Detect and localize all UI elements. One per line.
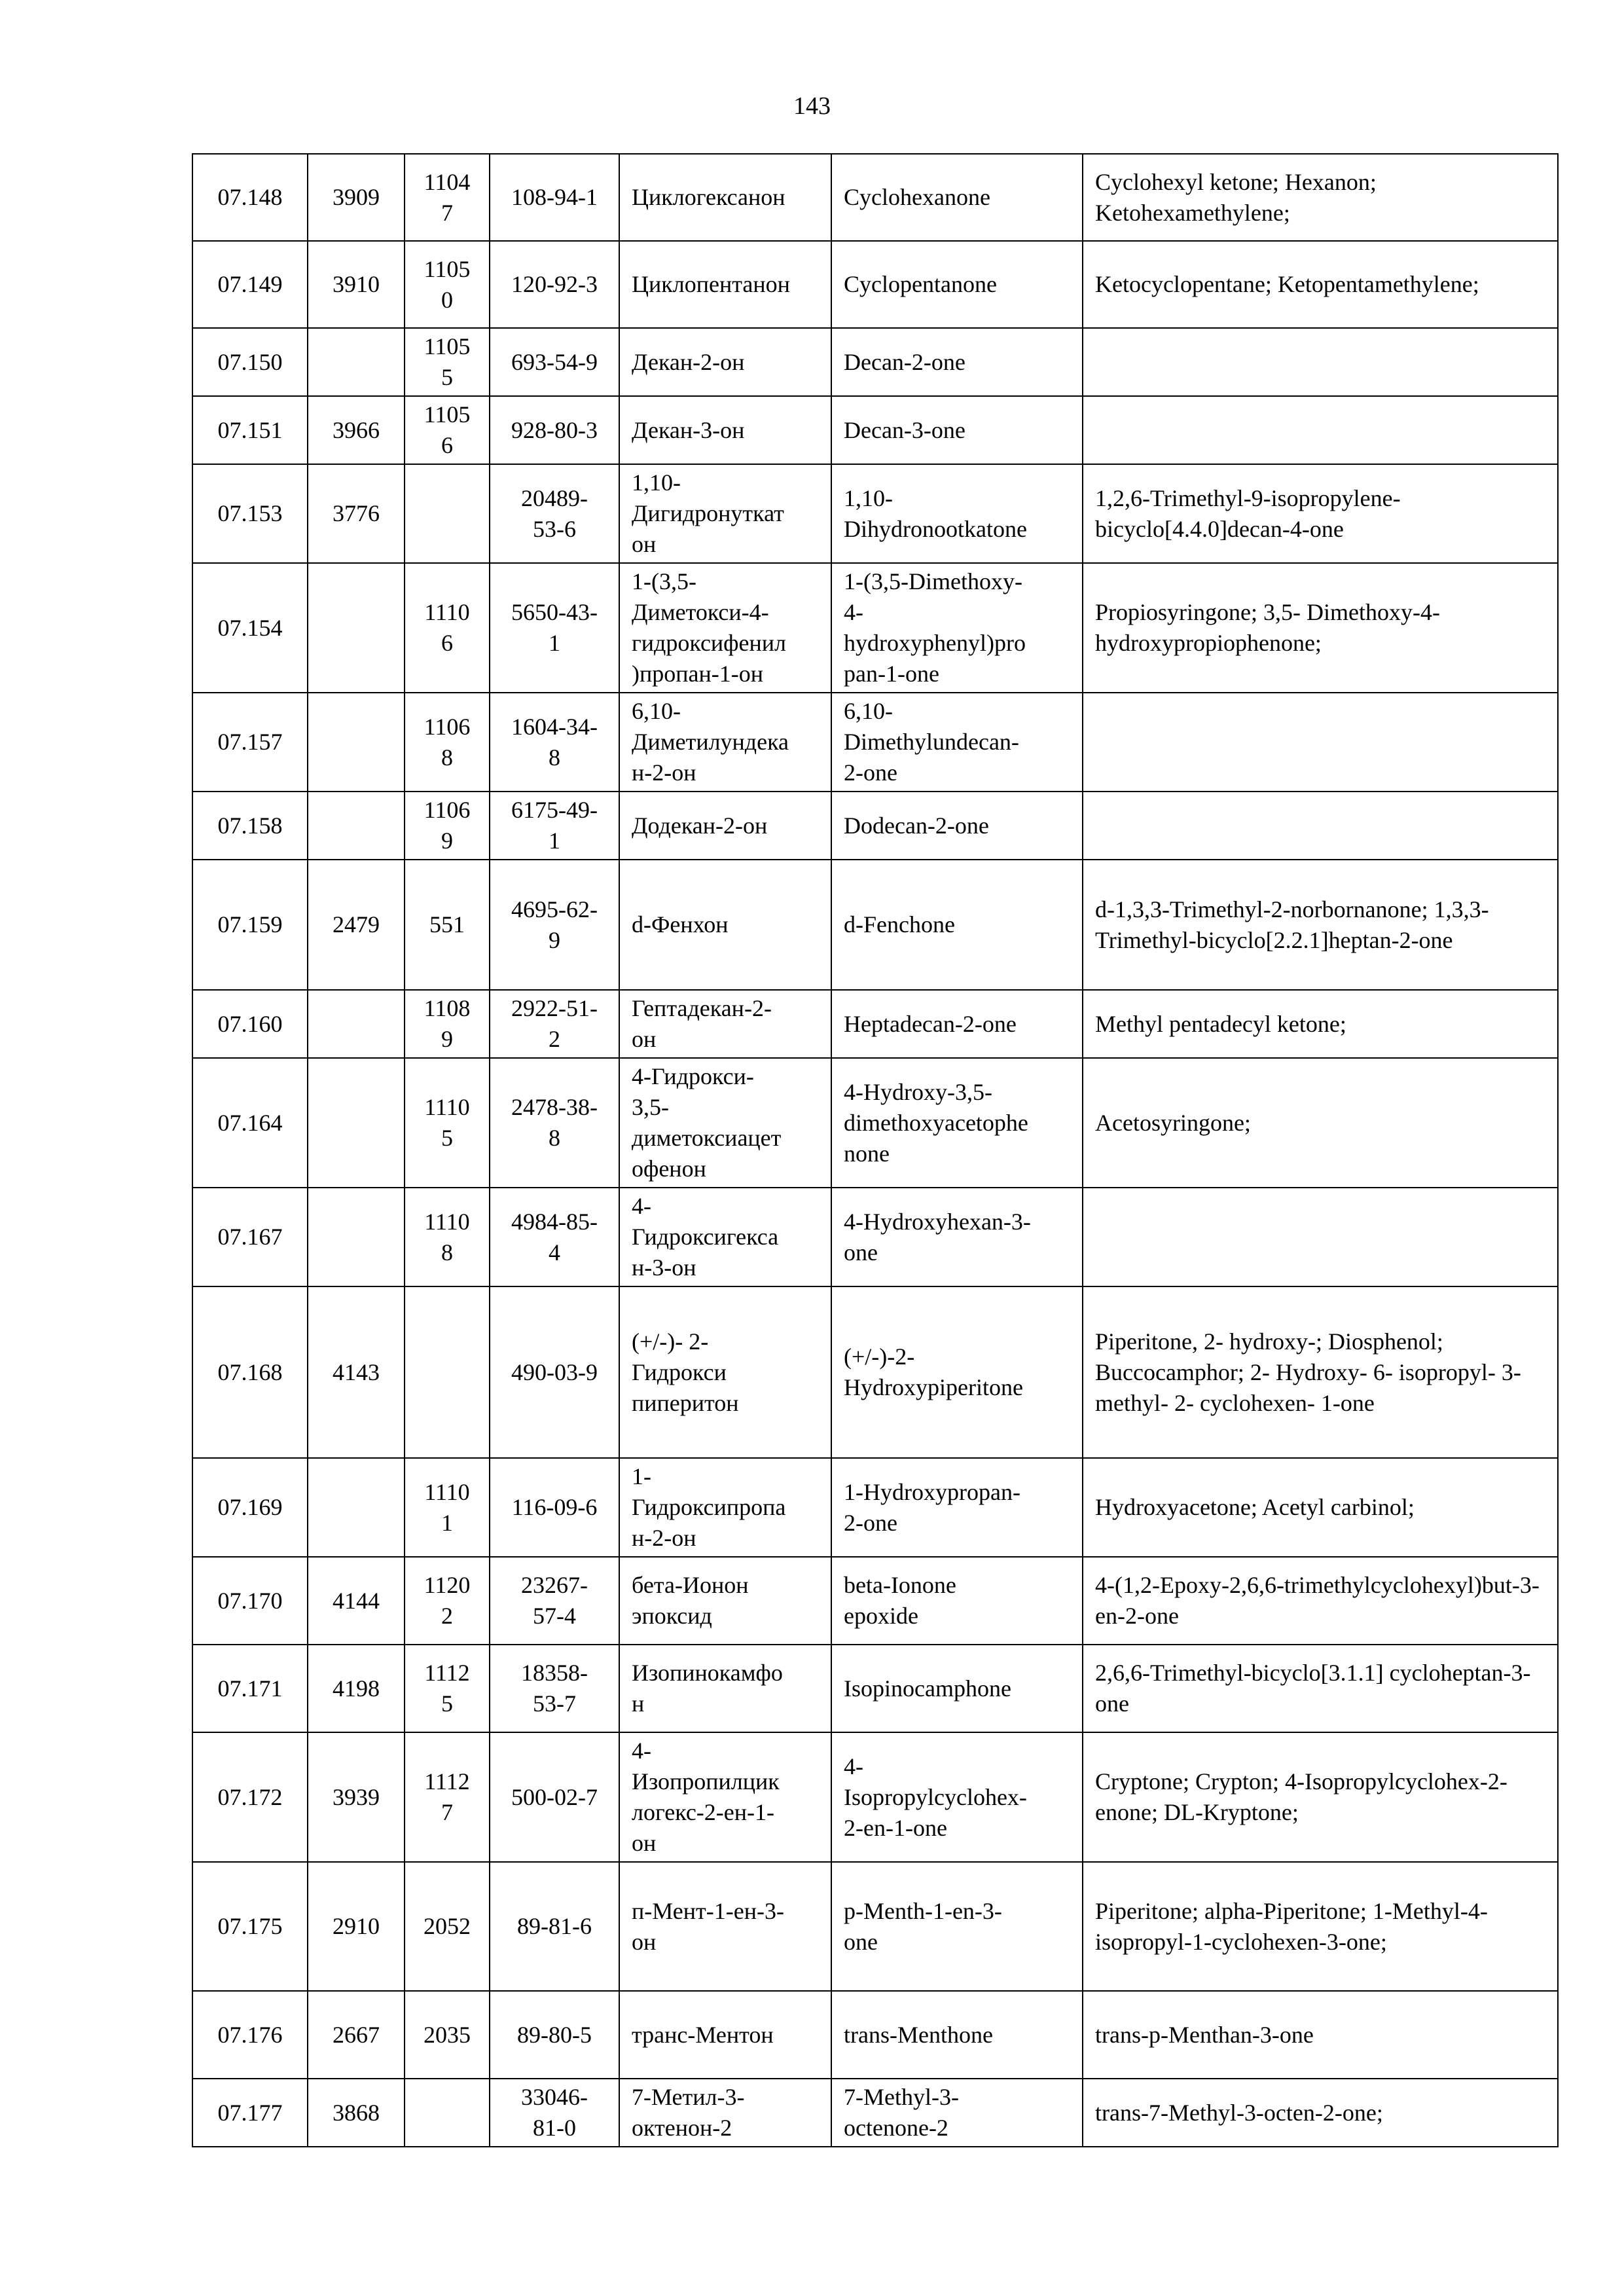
cell-name-russian: 4-Гидрокси- 3,5- диметоксиацет офенон xyxy=(619,1058,831,1188)
cell-code: 07.150 xyxy=(192,328,308,396)
cell-name-english: (+/-)-2- Hydroxypiperitone xyxy=(831,1286,1083,1458)
cell-name-russian: Додекан-2-он xyxy=(619,792,831,860)
cell-cas: 490-03-9 xyxy=(490,1286,619,1458)
cell-code: 07.168 xyxy=(192,1286,308,1458)
cell-cas: 2922-51- 2 xyxy=(490,990,619,1058)
cell-cas: 5650-43- 1 xyxy=(490,563,619,693)
cell-number-2: 1110 5 xyxy=(405,1058,490,1188)
cell-number-1: 2910 xyxy=(308,1862,405,1991)
cell-name-russian: (+/-)- 2- Гидрокси пиперитон xyxy=(619,1286,831,1458)
table-row xyxy=(192,464,1558,563)
table-row xyxy=(192,693,1558,792)
cell-code: 07.159 xyxy=(192,860,308,990)
cell-code: 07.158 xyxy=(192,792,308,860)
cell-name-russian: 6,10- Диметилундека н-2-он xyxy=(619,693,831,792)
table-row xyxy=(192,990,1558,1058)
cell-number-2: 1106 9 xyxy=(405,792,490,860)
cell-cas: 120-92-3 xyxy=(490,241,619,328)
cell-code: 07.154 xyxy=(192,563,308,693)
cell-name-english: Cyclopentanone xyxy=(831,241,1083,328)
cell-synonyms: Propiosyringone; 3,5- Dimethoxy-4-hydroxypropiophenone; xyxy=(1083,563,1558,693)
cell-synonyms: Acetosyringone; xyxy=(1083,1058,1558,1188)
cell-number-1 xyxy=(308,1058,405,1188)
cell-name-english: d-Fenchone xyxy=(831,860,1083,990)
cell-synonyms: 4-(1,2-Epoxy-2,6,6-trimethylcyclohexyl)but-3-en-2-one xyxy=(1083,1557,1558,1645)
cell-cas: 116-09-6 xyxy=(490,1458,619,1557)
cell-number-2: 1105 5 xyxy=(405,328,490,396)
cell-number-2: 551 xyxy=(405,860,490,990)
table-row xyxy=(192,1188,1558,1286)
cell-code: 07.172 xyxy=(192,1732,308,1862)
table-row xyxy=(192,1058,1558,1188)
table-row xyxy=(192,1286,1558,1458)
cell-number-1: 4143 xyxy=(308,1286,405,1458)
cell-number-1 xyxy=(308,328,405,396)
cell-name-english: beta-Ionone epoxide xyxy=(831,1557,1083,1645)
cell-number-2: 1104 7 xyxy=(405,154,490,241)
cell-number-2: 1110 6 xyxy=(405,563,490,693)
cell-number-1 xyxy=(308,563,405,693)
cell-synonyms: Ketocyclopentane; Ketopentamethylene; xyxy=(1083,241,1558,328)
cell-code: 07.148 xyxy=(192,154,308,241)
flavouring-substances-table xyxy=(192,153,1557,2147)
cell-number-1: 3776 xyxy=(308,464,405,563)
cell-number-2: 1105 6 xyxy=(405,396,490,464)
table-row xyxy=(192,1732,1558,1862)
cell-name-english: p-Menth-1-en-3- one xyxy=(831,1862,1083,1991)
cell-number-1 xyxy=(308,990,405,1058)
cell-name-russian: Изопинокамфо н xyxy=(619,1645,831,1732)
table-row xyxy=(192,1645,1558,1732)
table-row xyxy=(192,860,1558,990)
cell-code: 07.170 xyxy=(192,1557,308,1645)
cell-synonyms: Piperitone; alpha-Piperitone; 1-Methyl-4-isopropyl-1-cyclohexen-3-one; xyxy=(1083,1862,1558,1991)
cell-name-english: trans-Menthone xyxy=(831,1991,1083,2079)
cell-synonyms: Hydroxyacetone; Acetyl carbinol; xyxy=(1083,1458,1558,1557)
cell-cas: 89-81-6 xyxy=(490,1862,619,1991)
table-row xyxy=(192,563,1558,693)
cell-name-russian: Декан-3-он xyxy=(619,396,831,464)
cell-name-english: Decan-2-one xyxy=(831,328,1083,396)
cell-number-2: 1105 0 xyxy=(405,241,490,328)
cell-cas: 4984-85- 4 xyxy=(490,1188,619,1286)
cell-name-russian: Циклопентанон xyxy=(619,241,831,328)
cell-code: 07.160 xyxy=(192,990,308,1058)
cell-code: 07.175 xyxy=(192,1862,308,1991)
cell-name-russian: 4- Гидроксигекса н-3-он xyxy=(619,1188,831,1286)
cell-cas: 6175-49- 1 xyxy=(490,792,619,860)
cell-cas: 1604-34- 8 xyxy=(490,693,619,792)
cell-name-russian: d-Фенхон xyxy=(619,860,831,990)
cell-code: 07.171 xyxy=(192,1645,308,1732)
cell-cas: 928-80-3 xyxy=(490,396,619,464)
table-row xyxy=(192,1458,1558,1557)
cell-synonyms: 2,6,6-Trimethyl-bicyclo[3.1.1] cycloheptan-3-one xyxy=(1083,1645,1558,1732)
cell-code: 07.169 xyxy=(192,1458,308,1557)
cell-name-russian: 1,10- Дигидронуткат он xyxy=(619,464,831,563)
cell-cas: 20489- 53-6 xyxy=(490,464,619,563)
cell-number-1: 2667 xyxy=(308,1991,405,2079)
cell-number-1: 4144 xyxy=(308,1557,405,1645)
cell-cas: 500-02-7 xyxy=(490,1732,619,1862)
cell-number-1: 3966 xyxy=(308,396,405,464)
table-row xyxy=(192,1557,1558,1645)
cell-cas: 18358- 53-7 xyxy=(490,1645,619,1732)
cell-synonyms: Cryptone; Crypton; 4-Isopropylcyclohex-2-enone; DL-Kryptone; xyxy=(1083,1732,1558,1862)
cell-code: 07.151 xyxy=(192,396,308,464)
cell-number-2: 2052 xyxy=(405,1862,490,1991)
cell-cas: 23267- 57-4 xyxy=(490,1557,619,1645)
cell-code: 07.167 xyxy=(192,1188,308,1286)
cell-name-english: Cyclohexanone xyxy=(831,154,1083,241)
cell-synonyms xyxy=(1083,1188,1558,1286)
cell-number-2 xyxy=(405,1286,490,1458)
cell-cas: 89-80-5 xyxy=(490,1991,619,2079)
cell-cas: 693-54-9 xyxy=(490,328,619,396)
cell-cas: 108-94-1 xyxy=(490,154,619,241)
cell-code: 07.177 xyxy=(192,2079,308,2147)
cell-number-2 xyxy=(405,2079,490,2147)
cell-synonyms: d-1,3,3-Trimethyl-2-norbornanone; 1,3,3-Trimethyl-bicyclo[2.2.1]heptan-2-one xyxy=(1083,860,1558,990)
cell-synonyms: trans-p-Menthan-3-one xyxy=(1083,1991,1558,2079)
cell-synonyms: Cyclohexyl ketone; Hexanon; Ketohexamethylene; xyxy=(1083,154,1558,241)
cell-synonyms xyxy=(1083,328,1558,396)
cell-code: 07.153 xyxy=(192,464,308,563)
cell-number-2: 1120 2 xyxy=(405,1557,490,1645)
table-row xyxy=(192,241,1558,328)
table-row xyxy=(192,328,1558,396)
cell-number-1 xyxy=(308,1458,405,1557)
cell-name-english: Decan-3-one xyxy=(831,396,1083,464)
cell-synonyms: 1,2,6-Trimethyl-9-isopropylene-bicyclo[4.4.0]decan-4-one xyxy=(1083,464,1558,563)
cell-code: 07.149 xyxy=(192,241,308,328)
cell-name-russian: 4- Изопропилцик логекс-2-ен-1- он xyxy=(619,1732,831,1862)
cell-synonyms xyxy=(1083,792,1558,860)
cell-cas: 2478-38- 8 xyxy=(490,1058,619,1188)
cell-name-english: 1,10- Dihydronootkatone xyxy=(831,464,1083,563)
cell-name-russian: Циклогексанон xyxy=(619,154,831,241)
table-row xyxy=(192,396,1558,464)
table-row xyxy=(192,2079,1558,2147)
cell-number-1 xyxy=(308,693,405,792)
cell-name-english: 6,10- Dimethylundecan- 2-one xyxy=(831,693,1083,792)
cell-synonyms: Piperitone, 2- hydroxy-; Diosphenol; Buccocamphor; 2- Hydroxy- 6- isopropyl- 3- methyl- 2- cyclohexen- 1-one xyxy=(1083,1286,1558,1458)
cell-number-2: 2035 xyxy=(405,1991,490,2079)
cell-name-english: Heptadecan-2-one xyxy=(831,990,1083,1058)
cell-number-2 xyxy=(405,464,490,563)
table-body xyxy=(192,154,1558,2147)
cell-cas: 4695-62- 9 xyxy=(490,860,619,990)
cell-name-russian: 7-Метил-3- октенон-2 xyxy=(619,2079,831,2147)
substances-table xyxy=(192,153,1559,2147)
cell-synonyms xyxy=(1083,693,1558,792)
cell-number-1: 3910 xyxy=(308,241,405,328)
cell-name-english: 1-(3,5-Dimethoxy- 4- hydroxyphenyl)pro pan-1-one xyxy=(831,563,1083,693)
cell-name-english: 4-Hydroxy-3,5- dimethoxyacetophe none xyxy=(831,1058,1083,1188)
cell-name-russian: 1- Гидроксипропа н-2-он xyxy=(619,1458,831,1557)
cell-code: 07.164 xyxy=(192,1058,308,1188)
cell-name-russian: Гептадекан-2- он xyxy=(619,990,831,1058)
cell-code: 07.176 xyxy=(192,1991,308,2079)
cell-name-russian: Декан-2-он xyxy=(619,328,831,396)
cell-number-2: 1112 7 xyxy=(405,1732,490,1862)
cell-number-1: 3909 xyxy=(308,154,405,241)
cell-name-english: Dodecan-2-one xyxy=(831,792,1083,860)
cell-name-russian: 1-(3,5- Диметокси-4- гидроксифенил )пропан-1-он xyxy=(619,563,831,693)
cell-name-english: 1-Hydroxypropan- 2-one xyxy=(831,1458,1083,1557)
table-row xyxy=(192,1862,1558,1991)
cell-cas: 33046- 81-0 xyxy=(490,2079,619,2147)
cell-name-english: Isopinocamphone xyxy=(831,1645,1083,1732)
cell-name-russian: бета-Ионон эпоксид xyxy=(619,1557,831,1645)
cell-name-english: 4-Hydroxyhexan-3- one xyxy=(831,1188,1083,1286)
cell-number-1 xyxy=(308,792,405,860)
cell-number-2: 1108 9 xyxy=(405,990,490,1058)
cell-number-2: 1106 8 xyxy=(405,693,490,792)
cell-name-russian: п-Мент-1-ен-3- он xyxy=(619,1862,831,1991)
cell-synonyms: Methyl pentadecyl ketone; xyxy=(1083,990,1558,1058)
page-number: 143 xyxy=(793,92,831,120)
table-row xyxy=(192,792,1558,860)
cell-code: 07.157 xyxy=(192,693,308,792)
cell-name-english: 4- Isopropylcyclohex- 2-en-1-one xyxy=(831,1732,1083,1862)
cell-number-1: 2479 xyxy=(308,860,405,990)
cell-number-1 xyxy=(308,1188,405,1286)
cell-name-english: 7-Methyl-3- octenone-2 xyxy=(831,2079,1083,2147)
cell-number-2: 1112 5 xyxy=(405,1645,490,1732)
cell-number-2: 1110 8 xyxy=(405,1188,490,1286)
table-row xyxy=(192,154,1558,241)
cell-number-1: 3868 xyxy=(308,2079,405,2147)
cell-number-1: 3939 xyxy=(308,1732,405,1862)
cell-synonyms xyxy=(1083,396,1558,464)
cell-number-2: 1110 1 xyxy=(405,1458,490,1557)
cell-name-russian: транс-Ментон xyxy=(619,1991,831,2079)
cell-number-1: 4198 xyxy=(308,1645,405,1732)
cell-synonyms: trans-7-Methyl-3-octen-2-one; xyxy=(1083,2079,1558,2147)
table-row xyxy=(192,1991,1558,2079)
